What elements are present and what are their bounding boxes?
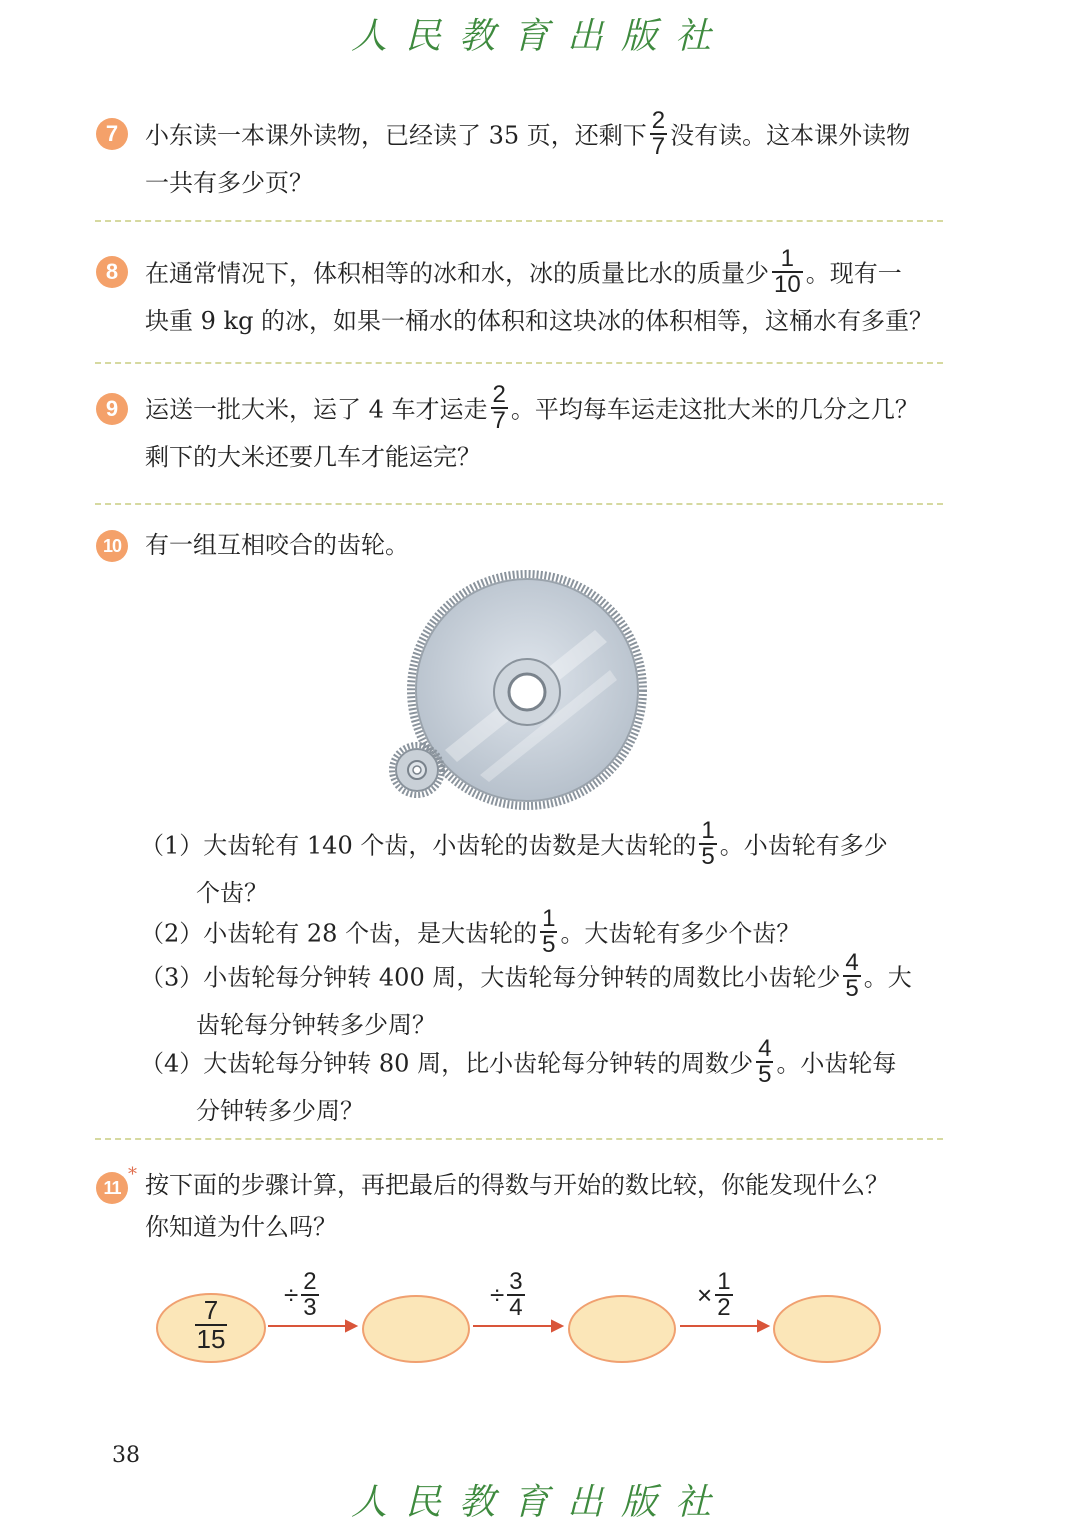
- q8-text-b: 。现有一: [805, 259, 902, 288]
- step-2-op: ÷: [490, 1279, 505, 1310]
- arrow-1-head: [346, 1321, 356, 1331]
- q9-frac-numerator: 2: [492, 381, 506, 408]
- question-10-item-2: [140, 905, 945, 960]
- q7-text-c: 一共有多少页？: [145, 169, 313, 197]
- step-2-numerator: 3: [509, 1268, 523, 1295]
- step-2-operator: [490, 1270, 528, 1320]
- q7-fraction: [650, 109, 667, 159]
- start-denominator: 15: [196, 1324, 226, 1354]
- q8-text-c: 块重 9 kg 的冰，如果一桶水的体积和这块冰的体积相等，这桶水有多重？: [145, 307, 934, 335]
- separator: [95, 362, 943, 364]
- item-text-b: 。大齿轮有多少个齿？: [560, 919, 801, 948]
- q8-frac-denominator: 10: [774, 271, 801, 298]
- question-10-item-3: [140, 949, 945, 1046]
- step-1-operator: [284, 1270, 322, 1320]
- q8-text-a: 在通常情况下，体积相等的冰和水，冰的质量比水的质量少: [145, 259, 769, 288]
- item-text-b: 。小齿轮每: [776, 1049, 897, 1078]
- item-label: （3）: [140, 963, 204, 992]
- item-text-c: 分钟转多少周？: [196, 1097, 364, 1125]
- big-gear-hole: [509, 674, 545, 710]
- question-11: [145, 1164, 945, 1248]
- item-text-c: 齿轮每分钟转多少周？: [196, 1011, 436, 1039]
- item-text-a: 小齿轮有 28 个齿，是大齿轮的: [203, 919, 538, 948]
- q7-text-a: 小东读一本课外读物，已经读了 35 页，还剩下: [145, 121, 647, 150]
- optional-star: *: [128, 1164, 137, 1185]
- question-number-11: 11: [96, 1172, 128, 1204]
- header-brand: 人民教育出版社: [350, 16, 729, 57]
- q9-fraction: [491, 383, 508, 433]
- question-number-7: 7: [96, 118, 128, 150]
- frac-numerator: 4: [845, 949, 859, 976]
- footer-brand: 人民教育出版社: [350, 1482, 729, 1523]
- q11-text-a: 按下面的步骤计算，再把最后的得数与开始的数比较，你能发现什么？: [145, 1171, 889, 1199]
- step-1-denominator: 3: [303, 1294, 317, 1321]
- step-3-op: ×: [697, 1279, 713, 1310]
- step-3-fraction: [715, 1270, 732, 1320]
- q9-text-a: 运送一批大米，运了 4 车才运走: [145, 395, 488, 424]
- flow-arrows: [0, 1315, 1080, 1335]
- frac-denominator: 5: [701, 843, 715, 870]
- item-label: （2）: [140, 919, 204, 948]
- frac-denominator: 5: [758, 1061, 772, 1088]
- q9-text-b: 。平均每车运走这批大米的几分之几？: [510, 395, 919, 424]
- item-text-a: 大齿轮有 140 个齿，小齿轮的齿数是大齿轮的: [203, 831, 697, 860]
- item-text-b: 。大: [863, 963, 912, 992]
- page-number: 38: [112, 1443, 140, 1468]
- question-10-text: 有一组互相咬合的齿轮。: [145, 531, 409, 559]
- item-text-a: 小齿轮每分钟转 400 周，大齿轮每分钟转的周数比小齿轮少: [203, 963, 841, 992]
- frac-denominator: 5: [845, 975, 859, 1002]
- step-3-numerator: 1: [717, 1268, 731, 1295]
- arrow-2-head: [552, 1321, 562, 1331]
- item-text-a: 大齿轮每分钟转 80 周，比小齿轮每分钟转的周数少: [203, 1049, 754, 1078]
- frac-numerator: 1: [542, 905, 556, 932]
- q7-text-b: 没有读。这本课外读物: [670, 121, 911, 150]
- q8-fraction: [772, 247, 803, 297]
- separator: [95, 1138, 943, 1140]
- separator: [95, 220, 943, 222]
- step-3-denominator: 2: [717, 1294, 731, 1321]
- arrow-3-head: [758, 1321, 768, 1331]
- item-fraction: [843, 951, 860, 1001]
- q11-text-b: 你知道为什么吗？: [145, 1213, 337, 1241]
- step-2-denominator: 4: [509, 1294, 523, 1321]
- q9-text-c: 剩下的大米还要几车才能运完？: [145, 443, 481, 471]
- step-2-fraction: [507, 1270, 524, 1320]
- item-fraction: [540, 907, 557, 957]
- q7-frac-denominator: 7: [651, 133, 666, 160]
- q7-frac-numerator: 2: [651, 107, 666, 134]
- item-label: （1）: [140, 831, 204, 860]
- frac-denominator: 5: [542, 931, 556, 958]
- question-number-10: 10: [96, 530, 128, 562]
- question-8: [145, 245, 945, 342]
- separator: [95, 503, 943, 505]
- q9-frac-denominator: 7: [492, 407, 506, 434]
- question-number-9: 9: [96, 393, 128, 425]
- gears-illustration: [385, 570, 655, 815]
- frac-numerator: 1: [701, 817, 715, 844]
- item-fraction: [699, 819, 716, 869]
- item-text-c: 个齿？: [196, 879, 268, 907]
- step-1-fraction: [301, 1270, 318, 1320]
- step-1-numerator: 2: [303, 1268, 317, 1295]
- item-fraction: [756, 1037, 773, 1087]
- item-label: （4）: [140, 1049, 204, 1078]
- start-numerator: 7: [203, 1295, 219, 1325]
- frac-numerator: 4: [758, 1035, 772, 1062]
- question-10-item-1: [140, 817, 945, 914]
- question-10-item-4: [140, 1035, 945, 1132]
- q8-frac-numerator: 1: [780, 245, 795, 272]
- question-number-8: 8: [96, 256, 128, 288]
- item-text-b: 。小齿轮有多少: [719, 831, 888, 860]
- question-9: [145, 381, 945, 478]
- step-1-op: ÷: [284, 1279, 299, 1310]
- step-3-operator: [697, 1270, 736, 1320]
- question-7: [145, 107, 945, 204]
